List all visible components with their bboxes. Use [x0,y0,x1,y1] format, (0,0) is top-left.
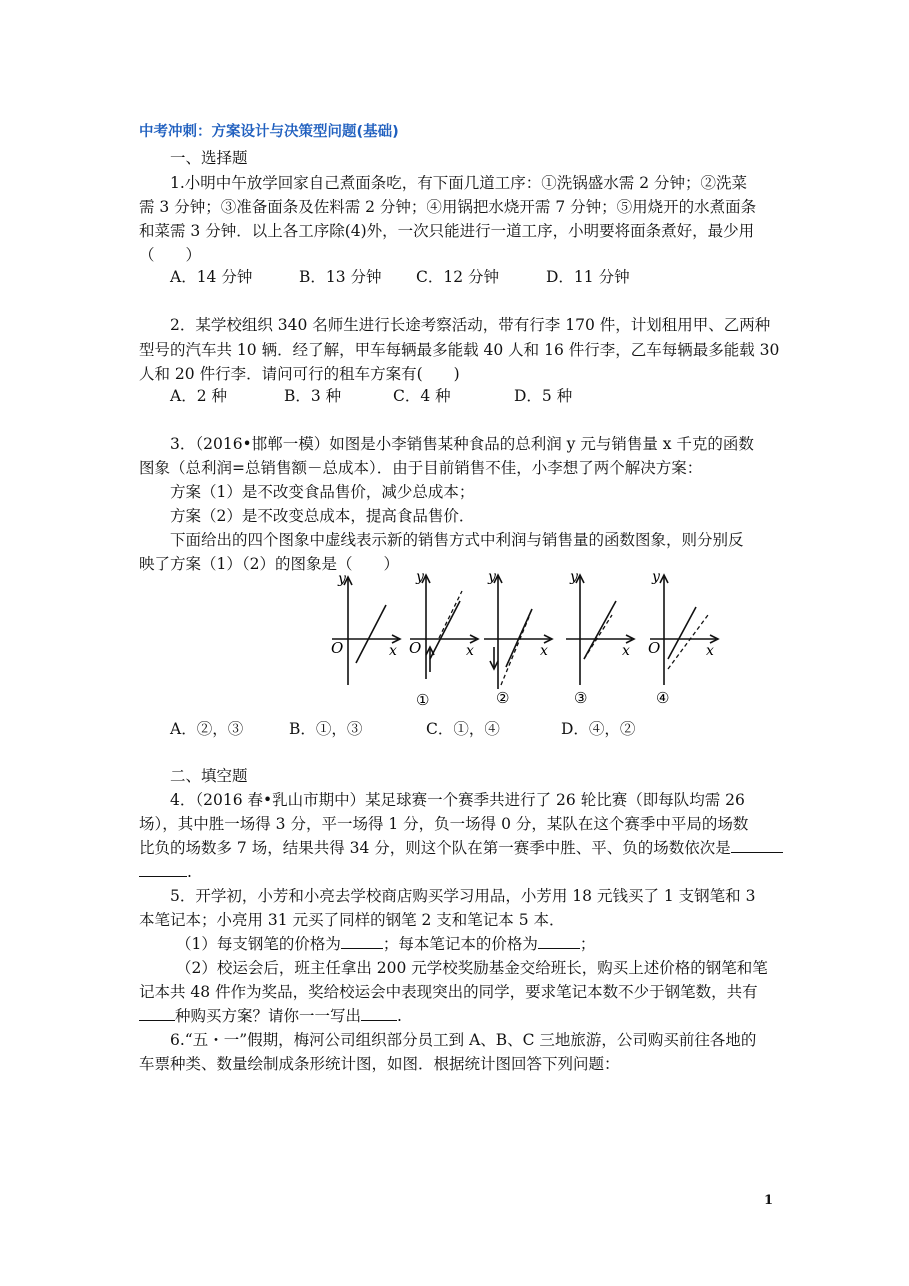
q5-notebook-price-blank[interactable] [538,932,580,949]
q5-plans-blank[interactable] [361,1004,397,1021]
q5-line-1: 5．开学初，小芳和小亮去学校商店购买学习用品，小芳用 18 元钱买了 1 支钢笔和 3 [170,887,756,905]
q3-function-graphs [326,567,726,712]
q5-line-4: （2）校运会后，班主任拿出 200 元学校奖励基金交给班长，购买上述价格的钢笔和笔 [176,959,768,977]
q1-line-4: （ ） [139,246,202,264]
q1-line-2: 需 3 分钟；③准备面条及佐料需 2 分钟；④用锅把水烧开需 7 分钟；⑤用烧开的水煮面条 [139,198,757,216]
q5-part1-end: ； [579,935,596,953]
q4-line-2: 场），其中胜一场得 3 分，平一场得 1 分，负一场得 0 分，某队在这个赛季中平局的场数 [139,815,749,833]
q4-line-3-text: 比负的场数多 7 场，结果共得 34 分，则这个队在第一赛季中胜、平、负的场数依次是 [139,839,731,857]
q4-line-4 [139,860,192,884]
q6-line-1: 6.“五・一”假期，梅河公司组织部分员工到 A、B、C 三地旅游，公司购买前往各地的 [170,1031,757,1049]
q5-line-5: 记本共 48 件作为奖品，奖给校运会中表现突出的同学，要求笔记本数不少于钢笔数，共有 [139,983,758,1001]
q5-plan-count-blank[interactable] [139,1004,175,1021]
q1-option-a: A．14 分钟 [170,268,253,286]
q2-option-a: A．2 种 [170,387,227,405]
fig-label-1: ① [416,691,430,709]
origin-label: O [331,639,344,657]
q3-line-2: 图象（总利润=总销售额－总成本）．由于目前销售不佳，小李想了两个解决方案： [139,459,703,477]
q3-line-3: 方案（1）是不改变食品售价，减少总成本； [170,483,475,501]
q2-option-b: B．3 种 [284,387,342,405]
q3-option-b: B．①，③ [289,720,363,738]
q2-line-3: 人和 20 件行李．请问可行的租车方案有( ) [139,365,460,383]
q1-option-c: C．12 分钟 [416,268,500,286]
q3-option-c: C．①，④ [426,720,500,738]
axis-label-y: y [416,569,424,585]
axis-label-x: x [389,643,397,659]
q3-line-1: 3．（2016•邯郸一模）如图是小李销售某种食品的总利润 y 元与销售量 x 千克的函数 [170,435,754,453]
q5-line-6 [139,1004,402,1028]
page-number: 1 [764,1193,774,1208]
axis-label-y: y [488,569,496,585]
q3-line-4: 方案（2）是不改变总成本，提高食品售价． [170,507,475,525]
axis-label-y: y [570,569,578,585]
axis-label-x: x [466,643,474,659]
fig-label-3: ③ [574,689,588,707]
q5-line-2: 本笔记本；小亮用 31 元买了同样的钢笔 2 支和笔记本 5 本． [139,911,565,929]
q5-line-6-end: . [397,1007,402,1025]
axis-label-x: x [622,643,630,659]
q3-graph-3 [566,567,644,712]
axis-label-x: x [706,643,714,659]
q4-answer-blank[interactable] [731,836,783,853]
q3-option-d: D．④，② [561,720,636,738]
q1-option-b: B．13 分钟 [299,268,382,286]
origin-label: O [648,639,661,657]
q4-line-3 [139,836,783,860]
q1-option-d: D．11 分钟 [546,268,630,286]
page-title: 中考冲刺：方案设计与决策型问题(基础) [139,124,399,140]
q2-line-1: 2．某学校组织 340 名师生进行长途考察活动，带有行李 170 件，计划租用甲、乙两种 [170,316,771,334]
q5-line-6-text: 种购买方案？请你一一写出 [175,1007,362,1025]
q3-original-graph [326,567,404,692]
q1-line-3: 和菜需 3 分钟．以上各工序除(4)外，一次只能进行一道工序，小明要将面条煮好，最少用 [139,222,755,240]
q3-option-a: A．②，③ [170,720,244,738]
origin-label: O [409,639,422,657]
q3-graph-2 [484,567,562,712]
q2-option-d: D．5 种 [514,387,573,405]
section-heading-choice: 一、选择题 [170,149,248,167]
q6-line-2: 车票种类、数量绘制成条形统计图，如图．根据统计图回答下列问题： [139,1055,620,1073]
q5-pen-price-blank[interactable] [341,932,383,949]
q5-line-3 [176,932,595,956]
q3-graph-1 [406,567,484,712]
q3-line-6: 映了方案（1）（2）的图象是（ ） [139,555,399,573]
q2-line-2: 型号的汽车共 10 辆．经了解，甲车每辆最多能载 40 人和 16 件行李，乙车每辆最多能载 30 [139,341,780,359]
q1-line-1: 1.小明中午放学回家自己煮面条吃，有下面几道工序：①洗锅盛水需 2 分钟；②洗菜 [170,174,748,192]
axis-label-x: x [540,643,548,659]
q4-line-4-text: . [187,863,192,881]
axis-label-y: y [338,571,346,587]
q4-line-1: 4．（2016 春•乳山市期中）某足球赛一个赛季共进行了 26 轮比赛（即每队均需 26 [170,791,745,809]
q4-answer-blank-cont[interactable] [139,860,187,877]
section-heading-fill: 二、填空题 [170,767,248,785]
q3-line-5: 下面给出的四个图象中虚线表示新的销售方式中利润与销售量的函数图象，则分别反 [170,531,744,549]
q2-option-c: C．4 种 [393,387,451,405]
q5-part1-notebook-text: ；每本笔记本的价格为 [382,935,538,953]
axis-label-y: y [652,569,660,585]
fig-label-4: ④ [656,689,670,707]
q5-part1-pen-text: （1）每支钢笔的价格为 [176,935,341,953]
q3-graph-4 [648,567,726,712]
fig-label-2: ② [496,689,510,707]
